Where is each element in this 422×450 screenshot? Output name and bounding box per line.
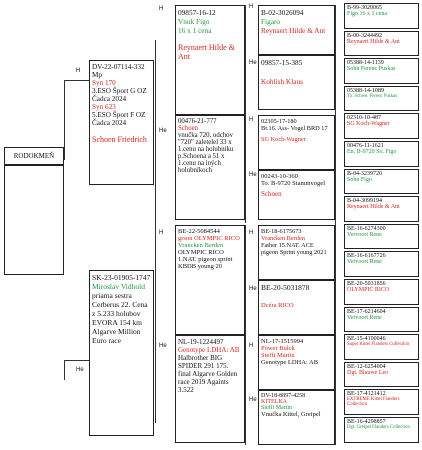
- ancestor-gen4-box[interactable]: [344, 251, 419, 277]
- ddd-breeder: Steffi Martin: [261, 405, 293, 411]
- sds-box[interactable]: [258, 115, 335, 170]
- dam-name: Miroslav Vidhold: [92, 282, 145, 291]
- sd-owner: Schoen: [178, 125, 199, 132]
- connector-line: [155, 238, 156, 423]
- sex-marker: H: [249, 343, 254, 349]
- ds-box[interactable]: [175, 225, 245, 335]
- ancestor-gen4-ring: B-99-3020065: [347, 5, 382, 11]
- ancestor-gen4-box[interactable]: [344, 31, 419, 57]
- sds-owner: SG Koch-Wagner: [261, 136, 306, 143]
- sire-type: Mp: [92, 71, 102, 79]
- sdd-notes: To. B-9720 Stammvogel: [261, 180, 326, 187]
- sd-ring: 00476-21-777: [178, 118, 217, 125]
- dam-box[interactable]: [89, 270, 154, 436]
- dds-notes: Genotype LDHA: AB: [261, 359, 319, 366]
- ancestor-gen4-text: Reynaert Hilde & Ant: [347, 204, 400, 211]
- sire-owner: Schoen Friedrich: [92, 135, 147, 144]
- dam-notes: priama sestra Cerberus 22. Cena z 5.233 holubov EVORA 154 km Algarve Million Euro race: [92, 291, 148, 345]
- sire-box[interactable]: [89, 60, 154, 185]
- connector-line: [64, 80, 65, 160]
- ds-name: grson OLYMPIC RICO: [178, 235, 240, 242]
- ddd-ring: DV-18-8897-4258: [261, 393, 306, 399]
- dsd-box[interactable]: [258, 280, 335, 335]
- ddd-notes: Vnučka Kittel, Greipel: [261, 411, 321, 418]
- ancestor-gen4-box[interactable]: [344, 279, 419, 305]
- ancestor-gen4-box[interactable]: [344, 58, 419, 84]
- ancestor-gen4-text: Sohn Figo: [347, 176, 372, 183]
- sire-line4: 5.ESO Šport F OZ Čadca 2024: [92, 111, 146, 127]
- ancestor-gen4-text: Dgt. Blauwe Leo: [347, 369, 389, 376]
- sdd-owner: Schoen: [261, 190, 282, 198]
- dd-name: Genotype LDHA: AB: [178, 346, 240, 354]
- ancestor-gen4-ring: BE-15-4100046: [347, 336, 386, 343]
- connector-line: [155, 40, 156, 240]
- dd-notes: Halbrother BIG SPIDER 291 175. final Algarve Golden race 2019 Againts 3.522: [178, 354, 238, 394]
- sex-marker: He: [249, 172, 257, 178]
- sex-marker-dam: He: [76, 367, 84, 373]
- sex-marker: He: [249, 397, 257, 403]
- sire-line3: Syn 623: [92, 103, 116, 111]
- sex-marker: H: [249, 230, 254, 236]
- ddd-name: KITELKA: [261, 399, 287, 405]
- connector-line: [64, 80, 89, 81]
- sex-marker-dd: He: [159, 343, 167, 349]
- ancestor-gen4-ring: BE-20-5031856: [347, 281, 386, 287]
- connector-line: [64, 360, 89, 361]
- connector-line: [245, 225, 246, 445]
- ancestor-gen4-text: Figo 16 x 1 cena: [347, 11, 387, 17]
- ancestor-gen4-text: OLYMPIC RICO: [347, 287, 390, 293]
- dd-box[interactable]: [175, 335, 245, 443]
- ancestor-gen4-box[interactable]: [344, 113, 419, 139]
- ss-prize: 16 x 1 cena: [178, 26, 212, 35]
- sdd-ring: 00243-10-360: [261, 173, 298, 180]
- ancestor-gen4-ring: 05388-14-1089: [347, 87, 384, 94]
- ancestor-gen4-ring: BE-17-4121412: [347, 391, 386, 398]
- dds-breeder: Steffi Martin: [261, 352, 295, 359]
- ancestor-gen4-text: SG Koch-Wagner: [347, 121, 390, 128]
- dss-box[interactable]: [258, 225, 335, 280]
- sex-marker: He: [249, 286, 257, 292]
- ancestor-gen4-text: Super Kittel Flanders Collection: [347, 342, 410, 348]
- ancestor-gen4-text: En. B-9720 So. Figo: [347, 149, 397, 155]
- dsd-name: Dcéra RICO: [261, 302, 294, 309]
- root-body-box: [4, 165, 64, 275]
- sd-box[interactable]: [175, 115, 245, 220]
- sss-box[interactable]: [258, 5, 335, 55]
- ancestor-gen4-box[interactable]: [344, 224, 419, 250]
- ancestor-gen4-text: EXTREME Kittel Flanders Collection: [347, 397, 400, 408]
- sex-marker: He: [249, 60, 257, 66]
- sd-notes: vnučka 720, odchov "720" zaletelel 33 x 1.cenu na holubníku p.Schoena a 51 x 1.cenu na iných holubníkoch: [178, 132, 234, 174]
- sire-ring: DV-22-07114-332: [92, 63, 145, 71]
- ancestor-gen4-ring: B-00-3244492: [347, 32, 382, 39]
- ancestor-gen4-box[interactable]: [344, 417, 419, 443]
- dss-breeder: Vrancken Berden: [261, 235, 305, 242]
- ancestor-gen4-text: Sohn Ferenc Puskas: [347, 66, 396, 73]
- sds-notes: Br.16. Ass- Vogel BRD 17: [261, 125, 328, 132]
- ancestor-gen4-text: Reynaert Hilde & Ant: [347, 38, 400, 45]
- sex-marker: H: [249, 117, 254, 123]
- dss-ring: BE-18-6175673: [261, 228, 302, 235]
- root-box: [4, 147, 64, 165]
- ss-box[interactable]: [175, 5, 245, 115]
- ss-name: Vnuk Figo: [178, 17, 210, 26]
- root-label: RODOKMEŇ: [13, 152, 55, 160]
- dam-ring: SK-23-01905-1747: [92, 273, 151, 282]
- ancestor-gen4-ring: BE-16-4298857: [347, 419, 386, 425]
- ancestor-gen4-ring: B-04-3239720: [347, 170, 382, 177]
- ancestor-gen4-box[interactable]: [344, 196, 419, 222]
- sex-marker: H: [249, 4, 254, 10]
- ds-breeder: Vrancken Berden: [178, 242, 224, 249]
- dds-ring: NL-17-1515994: [261, 338, 304, 345]
- ancestor-gen4-ring: BE-17-6214604: [347, 308, 386, 315]
- dd-ring: NL-19-1224497: [178, 338, 224, 346]
- ancestor-gen4-text: Vervoort Rene: [347, 259, 382, 266]
- dss-notes: Father 15.NAT. ACE pigeon Sprint young 2021: [261, 242, 327, 256]
- ssd-owner: Kohlish Klaus: [261, 77, 303, 86]
- sire-line1: Syn 170: [92, 79, 116, 87]
- ss-owner: Reynaert Hilde & Ant: [178, 43, 235, 61]
- ss-ring: 09857-16-12: [178, 8, 216, 17]
- ancestor-gen4-text: Vervoort Rene: [347, 314, 382, 321]
- sss-ring: B-02-3026094: [261, 8, 304, 17]
- ancestor-gen4-ring: BE-12-6254004: [347, 363, 386, 370]
- ssd-ring: 09857-15-385: [261, 58, 303, 67]
- ancestor-gen4-ring: 00476-11-1621: [347, 143, 384, 149]
- dds-box[interactable]: [258, 335, 335, 390]
- ancestor-gen4-box[interactable]: [344, 334, 419, 360]
- sss-owner: Reynaert Hilde & Ant: [261, 26, 326, 35]
- ancestor-gen4-text: Vervoort Rene: [347, 231, 382, 238]
- dsd-ring: BE-20-5031878: [261, 283, 310, 292]
- ancestor-gen4-box[interactable]: [344, 389, 419, 415]
- dds-name: Power Bulck: [261, 345, 295, 352]
- ancestor-gen4-box[interactable]: [344, 3, 419, 29]
- sex-marker-sd: He: [159, 128, 167, 134]
- ssd-box[interactable]: [258, 55, 335, 110]
- ancestor-gen4-box[interactable]: [344, 86, 419, 112]
- ancestor-gen4-box[interactable]: [344, 169, 419, 195]
- connector-line: [335, 5, 336, 445]
- ancestor-gen4-ring: BE-16-6274300: [347, 225, 386, 232]
- ancestor-gen4-ring: BE-16-6167726: [347, 253, 386, 260]
- sex-marker-sire: H: [76, 68, 81, 74]
- sdd-box[interactable]: [258, 170, 335, 220]
- ancestor-gen4-ring: B-04-3099194: [347, 198, 382, 205]
- ancestor-gen4-text: To. Schwe. Ferenc Puskas: [347, 93, 398, 99]
- ancestor-gen4-text: Dgt. Greipel Flanders Collection: [347, 425, 410, 430]
- sds-ring: 02305-17-180: [261, 118, 297, 125]
- ancestor-gen4-box[interactable]: [344, 307, 419, 333]
- sex-marker-ss: H: [159, 6, 164, 12]
- ancestor-gen4-ring: 05388-14-1139: [347, 60, 384, 67]
- ancestor-gen4-box[interactable]: [344, 141, 419, 167]
- ancestor-gen4-ring: 02310-10-487: [347, 115, 381, 122]
- connector-line: [64, 360, 65, 380]
- sex-marker-ds: H: [159, 230, 164, 236]
- ancestor-gen4-box[interactable]: [344, 362, 419, 388]
- ds-notes: OLYMPIC RICO 1.NAT. pigeon sprint KBDB young 20: [178, 249, 233, 270]
- sss-name: Figaro: [261, 17, 281, 26]
- connector-line: [245, 5, 246, 223]
- ds-ring: BE-22-5084544: [178, 228, 220, 235]
- sire-line2: 3.ESO Šport G OZ Čadca 2024: [92, 87, 147, 103]
- ddd-box[interactable]: [258, 390, 335, 445]
